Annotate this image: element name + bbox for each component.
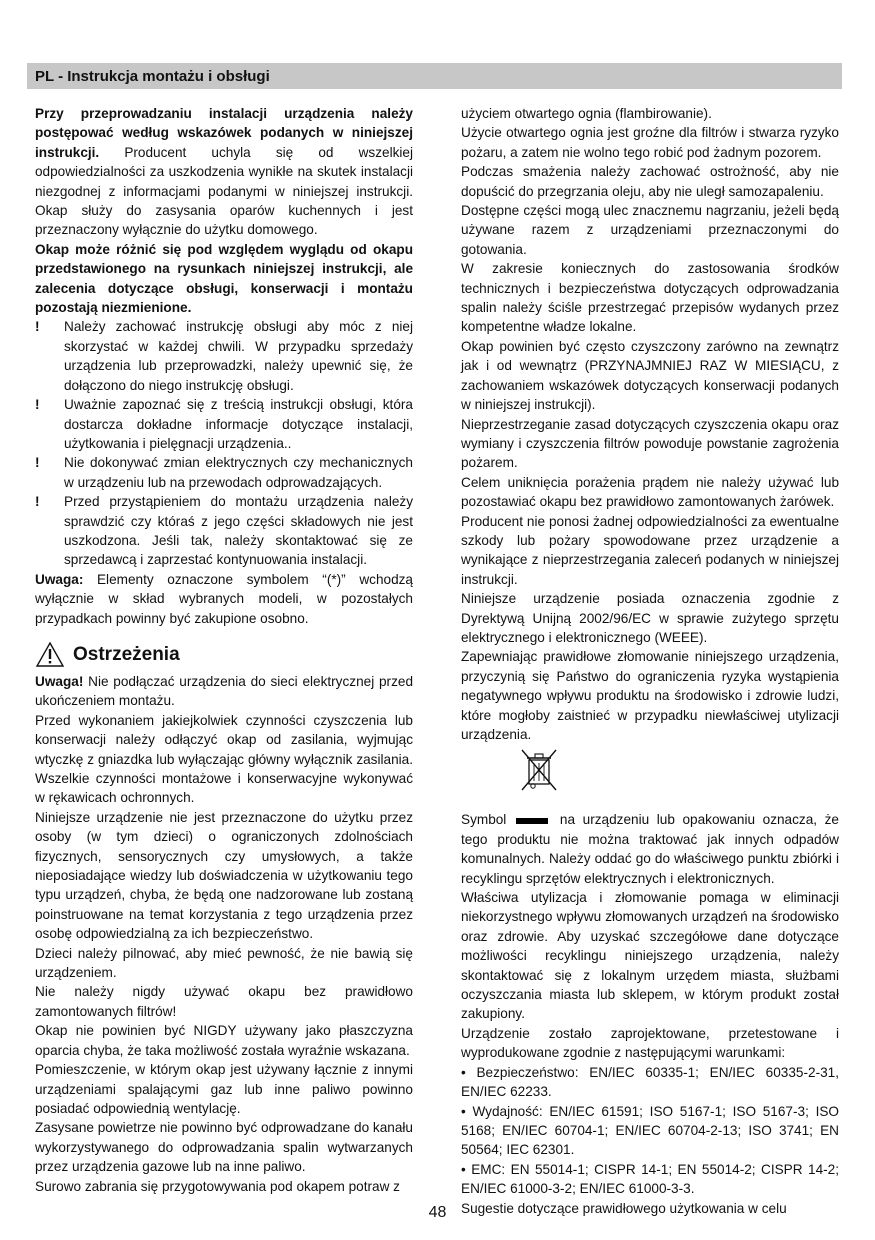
paragraph: Nie należy nigdy używać okapu bez prawidłowo zamontowanych filtrów! [35,984,413,1019]
exclamation-icon: ! [35,319,40,335]
paragraph: Dzieci należy pilnować, aby mieć pewność, że nie bawią się urządzeniem. [35,945,413,981]
paragraph: Właściwa utylizacja i złomowanie pomaga w eliminacji niekorzystnego wpływu złomowanych urządzeń na środowisko oraz zdrowie. Aby uzyskać szczegółowe dane dotyczące możliwości recyklingu niniejszego urządzenia, należy skontaktować się z lokalnym urzędem miasta, służbami oczyszczania miasta lub sklepem, w którym produkt został zakupiony. [461,890,839,1022]
black-bar-symbol [516,818,548,824]
section-header [27,63,842,89]
section-title: PL - Instrukcja montażu i obsługi [35,68,270,85]
paragraph: Podczas smażenia należy zachować ostrożność, aby nie dopuścić do przegrzania oleju, aby nie uległ samozapaleniu. [461,164,839,199]
note-paragraph: Uwaga: Elementy oznaczone symbolem “(*)” wchodzą wyłącznie w skład wybranych modeli, w pozostałych przypadkach powinny być zakupione osobno. [35,571,413,626]
warning-triangle-icon [35,641,65,668]
intro-paragraph: Przy przeprowadzaniu instalacji urządzenia należy postępować według wskazówek podanych w niniejszej instrukcji. Producent uchyla się od wszelkiej odpowiedzialności za uszkodzenia wynikłe na skutek instalacji niezgodnej z informacjami podanymi w niniejszej instrukcji. Okap służy do zasysania oparów kuchennych i jest przeznaczony wyłącznie do użytku domowego. [35,106,413,238]
paragraph: Użycie otwartego ognia jest groźne dla filtrów i stwarza ryzyko pożaru, a zatem nie wolno tego robić pod żadnym pozorem. [461,125,839,160]
paragraph: Zapewniając prawidłowe złomowanie niniejszego urządzenia, przyczynią się Państwo do ograniczenia ryzyka wystąpienia negatywnego wpływu produktu na środowisko i zdrowie ludzi, które mogłoby zaistnieć w przypadku niewłaściwej utylizacji urządzenia. [461,649,839,742]
paragraph: Dostępne części mogą ulec znacznemu nagrzaniu, jeżeli będą używane razem z urządzeniami przeznaczonymi do gotowania. [461,203,839,257]
paragraph: użyciem otwartego ognia (flambirowanie). [461,106,712,121]
paragraph: W zakresie koniecznych do zastosowania środków technicznych i bezpieczeństwa dotyczących odprowadzania spalin należy ściśle przestrzegać przepisów wydanych przez kompetentne władze lokalne. [461,261,839,335]
paragraph: • Bezpieczeństwo: EN/IEC 60335-1; EN/IEC 60335-2-31, EN/IEC 62233. [461,1064,839,1100]
exclamation-icon: ! [35,455,40,471]
crossed-bin-icon [519,748,559,792]
list-item: ! Przed przystąpieniem do montażu urządzenia należy sprawdzić czy któraś z jego części składowych nie jest uszkodzona. Jeśli tak, należy skontaktować się ze sprzedawcą i zaprzestać kontynuowania instalacji. [35,494,413,568]
page-number: 48 [428,1204,447,1221]
warnings-heading [35,640,413,670]
paragraph: Surowo zabrania się przygotowywania pod okapem potraw z [35,1178,400,1194]
warning-paragraph: Uwaga! Nie podłączać urządzenia do sieci elektrycznej przed ukończeniem montażu. [35,673,413,709]
list-item: ! Należy zachować instrukcję obsługi aby móc z niej skorzystać w każdej chwili. W przypadku sprzedaży urządzenia lub przeprowadzki, należy upewnić się, że dołączono do niego instrukcję obsługi. [35,319,413,393]
appearance-note: Okap może różnić się pod względem wyglądu od okapu przedstawionego na rysunkach niniejszej instrukcji, ale zalecenia dotyczące obsługi, konserwacji i montażu pozostają niezmienione. [35,241,413,316]
warnings-title: Ostrzeżenia [73,644,180,666]
symbol-paragraph: Symbol na urządzeniu lub opakowaniu oznacza, że tego produktu nie można traktować jak innych odpadów komunalnych. Należy oddać go do właściwego punktu zbiórki i recyklingu sprzętów elektrycznych i elektronicznych. [461,812,839,886]
paragraph: Producent nie ponosi żadnej odpowiedzialności za ewentualne szkody lub pożary spowodowane przez urządzenie a wynikające z nieprzestrzegania zaleceń podanych w niniejszej instrukcji. [461,513,839,587]
paragraph: Pomieszczenie, w którym okap jest używany łącznie z innymi urządzeniami spalającymi gaz lub inne paliwo powinno posiadać odpowiednią wentylację. [35,1062,413,1116]
paragraph: Przed wykonaniem jakiejkolwiek czynności czyszczenia lub konserwacji należy odłączyć okap od zasilania, wyjmując wtyczkę z gniazdka lub wyłączając główny wyłącznik zasilania. Wszelkie czynności montażowe i konserwacyjne wykonywać w rękawicach ochronnych. [35,712,413,806]
paragraph: Urządzenie zostało zaprojektowane, przetestowane i wyprodukowane zgodnie z następującymi warunkami: [461,1025,839,1061]
paragraph: • Wydajność: EN/IEC 61591; ISO 5167-1; ISO 5167-3; ISO 5168; EN/IEC 60704-1; EN/IEC 60704-2-13; ISO 3741; EN 50564; IEC 62301. [461,1103,839,1158]
list-item: ! Uważnie zapoznać się z treścią instrukcji obsługi, która dostarcza dokładne informacje dotyczące instalacji, użytkowania i pielęgnacji urządzenia.. [35,397,413,451]
exclamation-icon: ! [35,397,40,413]
paragraph: Niniejsze urządzenie posiada oznaczenia zgodnie z Dyrektywą Unijną 2002/96/EC w sprawie zużytego sprzętu elektrycznego i elektronicznego (WEEE). [461,591,839,645]
list-item: ! Nie dokonywać zmian elektrycznych czy mechanicznych w urządzeniu lub na przewodach odprowadzających. [35,455,413,490]
paragraph: Nieprzestrzeganie zasad dotyczących czyszczenia okapu oraz wymiany i czyszczenia filtrów powoduje powstanie zagrożenia pożarem. [461,416,839,471]
paragraph: Okap powinien być często czyszczony zarówno na zewnątrz jak i od wewnątrz (PRZYNAJMNIEJ RAZ W MIESIĄCU, z zachowaniem wskazówek dotyczących konserwacji podanych w niniejszej instrukcji). [461,338,839,413]
paragraph: Zasysane powietrze nie powinno być odprowadzane do kanału wykorzystywanego do odprowadzania spalin wytwarzanych przez urządzenia gazowe lub na inne paliwo. [35,1120,413,1175]
paragraph: Sugestie dotyczące prawidłowego użytkowania w celu [461,1200,787,1216]
exclamation-icon: ! [35,494,40,510]
paragraph: Okap nie powinien być NIGDY używany jako płaszczyzna oparcia chyba, że taka możliwość została wyraźnie wskazana. [35,1023,413,1058]
paragraph: Niniejsze urządzenie nie jest przeznaczone do użytku przez osoby (w tym dzieci) o ograniczonych zdolnościach fizycznych, sensorycznych czy umysłowych, a także nieposiadające wiedzy lub doświadczenia w użytkowaniu tego typu urządzeń, chyba, że będą one nadzorowane lub zostaną poinstruowane na temat korzystania z tego urządzenia przez osobę odpowiedzialną za ich bezpieczeństwo. [35,809,413,942]
left-column [35,104,413,1196]
paragraph: • EMC: EN 55014-1; CISPR 14-1; EN 55014-2; CISPR 14-2; EN/IEC 61000-3-2; EN/IEC 61000-3-3. [461,1161,839,1197]
right-column [461,104,839,1218]
paragraph: Celem uniknięcia porażenia prądem nie należy używać lub pozostawiać okapu bez prawidłowo zamontowanych żarówek. [461,474,839,510]
